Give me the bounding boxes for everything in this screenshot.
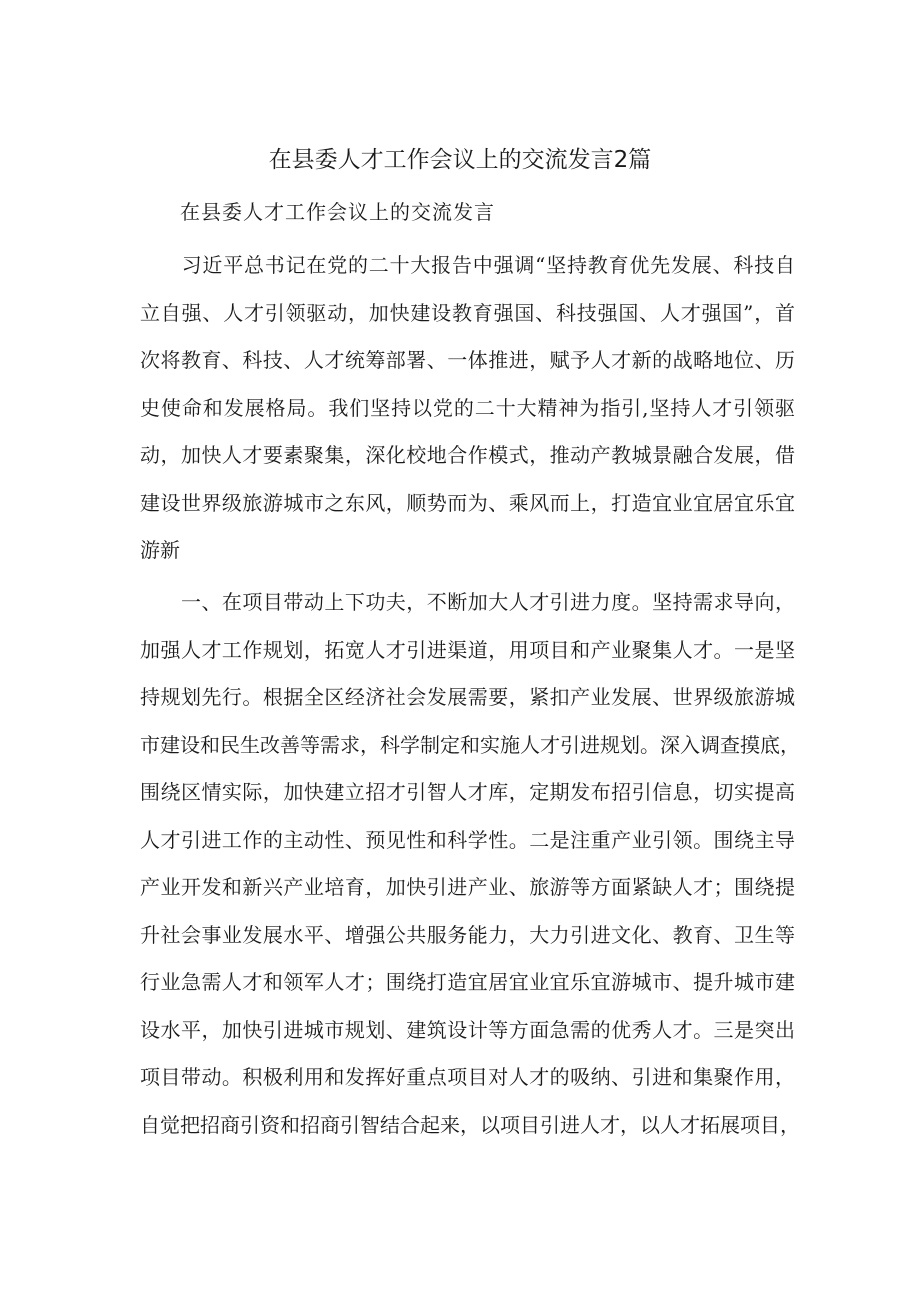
paragraph-line: 市建设和民生改善等需求，科学制定和实施人才引进规划。深入调查摸底， — [140, 732, 800, 757]
paragraph-line: 人才引进工作的主动性、预见性和科学性。二是注重产业引领。围绕主导 — [140, 827, 795, 852]
paragraph-intro — [140, 242, 795, 575]
paragraph-line: 行业急需人才和领军人才；围绕打造宜居宜业宜乐宜游城市、提升城市建 — [140, 970, 795, 994]
paragraph-line: 围绕区情实际，加快建立招才引智人才库，定期发布招引信息，切实提高 — [140, 780, 795, 804]
paragraph-line: 自觉把招商引资和招商引智结合起来，以项目引进人才，以人才拓展项目， — [140, 1112, 800, 1137]
paragraph-line: 设水平，加快引进城市规划、建筑设计等方面急需的优秀人才。三是突出 — [140, 1017, 795, 1042]
paragraph-line: 产业开发和新兴产业培育，加快引进产业、旅游等方面紧缺人才；围绕提 — [140, 875, 795, 899]
document-subtitle: 在县委人才工作会议上的交流发言 — [180, 200, 495, 224]
paragraph-line: 持规划先行。根据全区经济社会发展需要，紧扣产业发展、世界级旅游城 — [140, 685, 795, 709]
paragraph-line: 习近平总书记在党的二十大报告中强调“坚持教育优先发展、科技自 — [140, 253, 795, 277]
paragraph-line: 动，加快人才要素聚集，深化校地合作模式，推动产教城景融合发展，借 — [140, 443, 795, 467]
paragraph-line: 项目带动。积极利用和发挥好重点项目对人才的吸纳、引进和集聚作用， — [140, 1065, 795, 1089]
paragraph-line: 史使命和发展格局。我们坚持以党的二十大精神为指引,坚持人才引领驱 — [140, 395, 795, 420]
paragraph-line: 立自强、人才引领驱动，加快建设教育强国、科技强国、人才强国”，首 — [140, 300, 795, 325]
paragraph-line: 升社会事业发展水平、增强公共服务能力，大力引进文化、教育、卫生等 — [140, 922, 795, 947]
paragraph-section-one — [140, 579, 800, 1149]
document-title: 在县委人才工作会议上的交流发言2篇 — [268, 147, 652, 173]
paragraph-line: 加强人才工作规划，拓宽人才引进渠道，用项目和产业聚集人才。一是坚 — [140, 637, 795, 662]
paragraph-line: 建设世界级旅游城市之东风，顺势而为、乘风而上，打造宜业宜居宜乐宜 — [140, 490, 795, 515]
paragraph-line: 游新 — [140, 538, 180, 562]
paragraph-line: 一、在项目带动上下功夫，不断加大人才引进力度。坚持需求导向， — [140, 590, 795, 614]
paragraph-line: 次将教育、科技、人才统筹部署、一体推进，赋予人才新的战略地位、历 — [140, 348, 795, 372]
